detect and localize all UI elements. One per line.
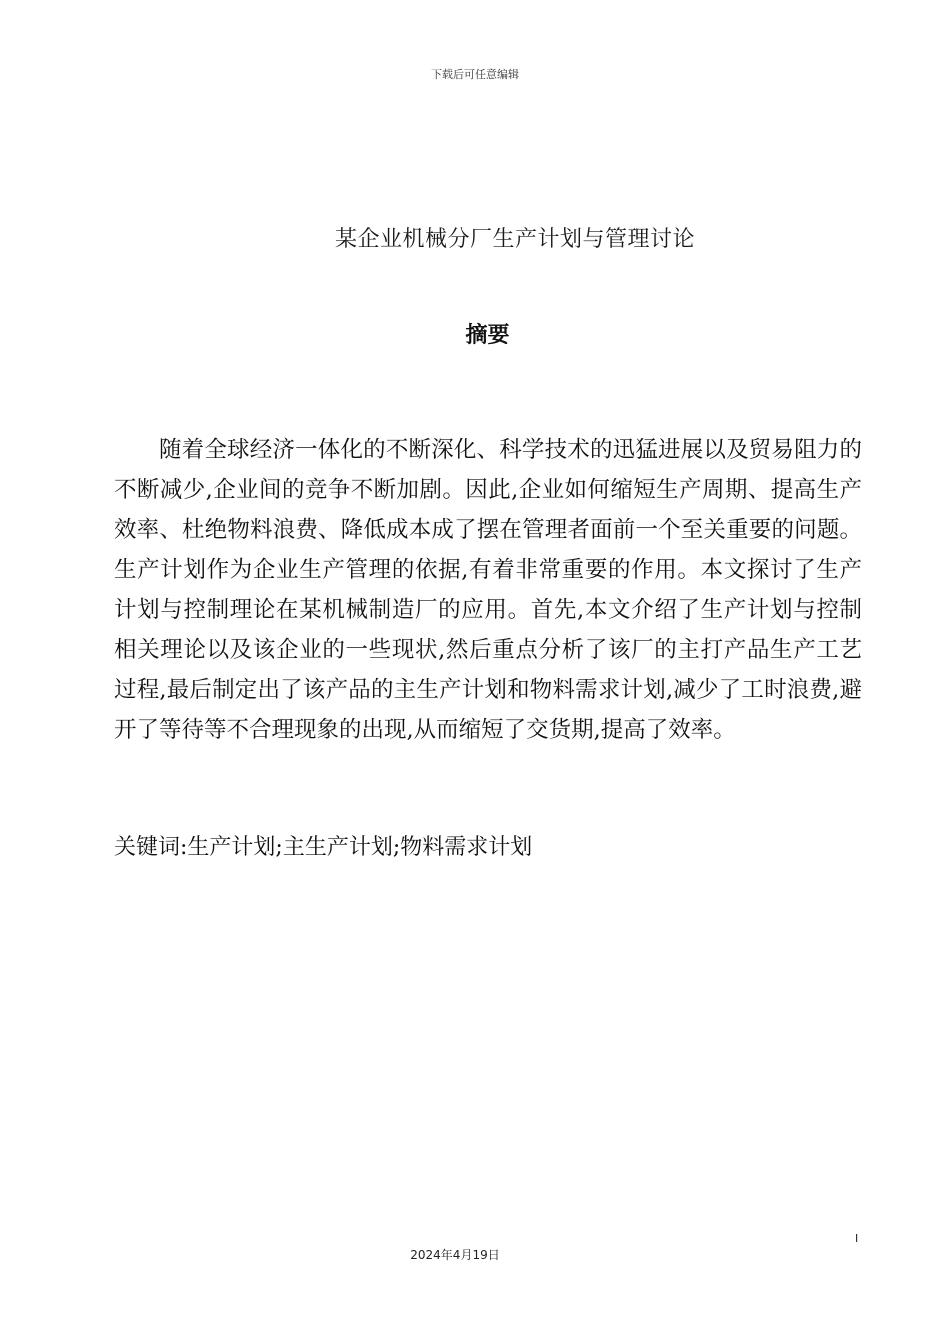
abstract-body: 随着全球经济一体化的不断深化、科学技术的迅猛进展以及贸易阻力的不断减少,企业间的竞争不断加剧。因此,企业如何缩短生产周期、提高生产效率、杜绝物料浪费、降低成本成了摆在管理者面前一个至关重要的问题。生产计划作为企业生产管理的依据,有着非常重要的作用。本文探讨了生产计划与控制理论在某机械制造厂的应用。首先,本文介绍了生产计划与控制相关理论以及该企业的一些现状,然后重点分析了该厂的主打产品生产工艺过程,最后制定出了该产品的主生产计划和物料需求计划,减少了工时浪费,避开了等待等不合理现象的出现,从而缩短了交货期,提高了效率。: [114, 437, 862, 743]
footer-date: 2024年4月19日: [410, 1248, 500, 1262]
abstract-heading: 摘要: [465, 323, 510, 348]
document-title: 某企业机械分厂生产计划与管理讨论: [334, 227, 695, 252]
keywords-line: 关键词:生产计划;主生产计划;物料需求计划: [114, 835, 533, 860]
page-number: I: [855, 1232, 859, 1245]
header-note: 下载后可任意编辑: [431, 68, 519, 81]
